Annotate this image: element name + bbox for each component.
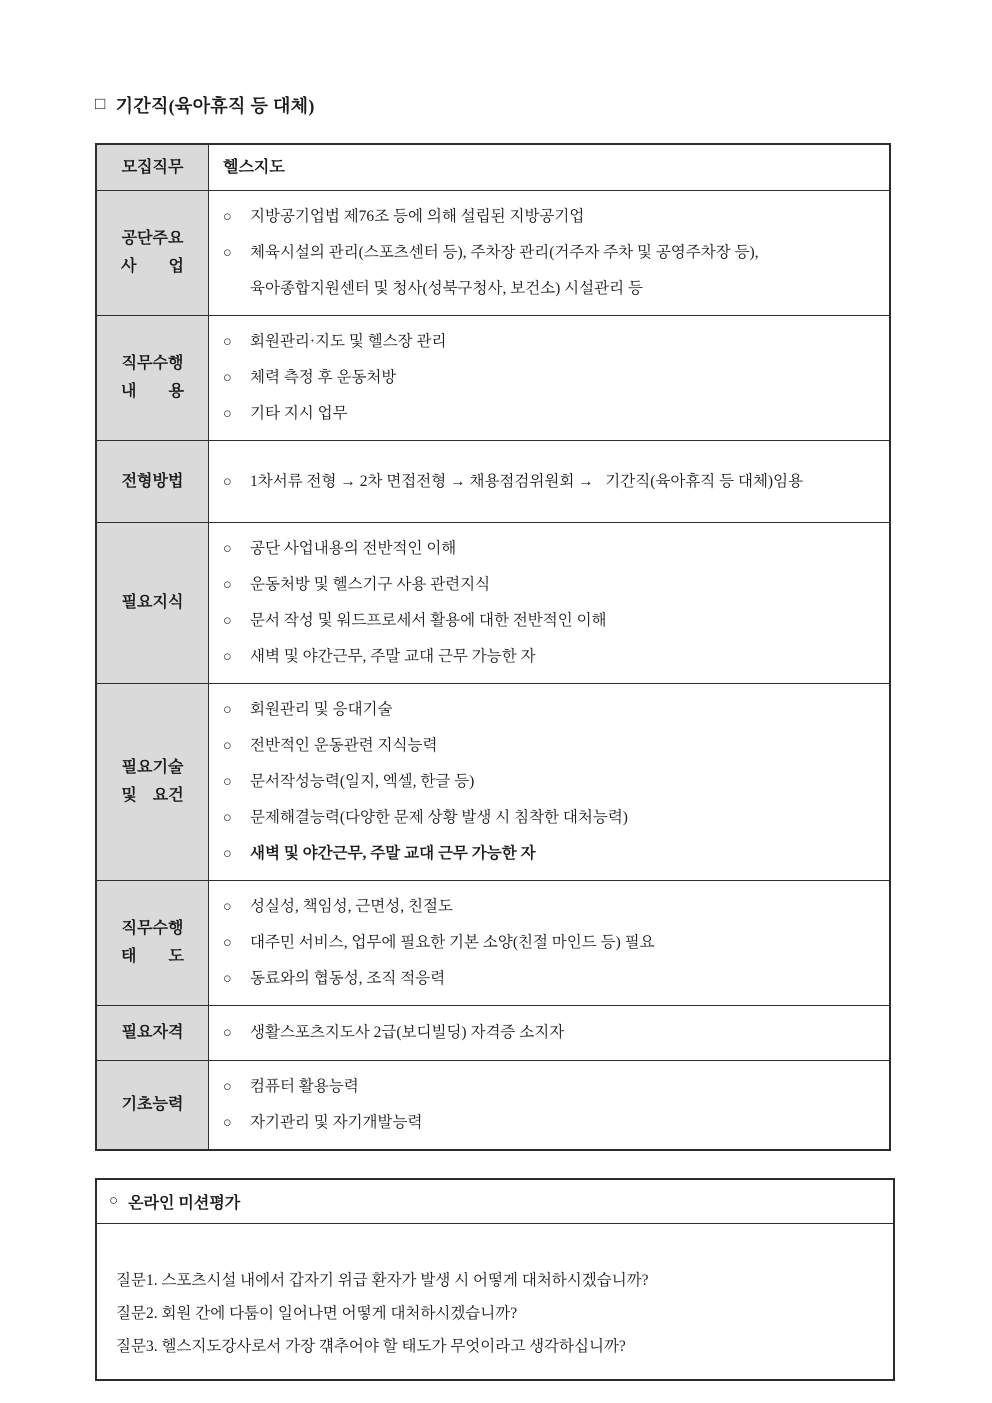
- table-row-required-skills: [97, 683, 889, 880]
- row-header-label: 사 업: [121, 258, 184, 275]
- item-text: 운동처방 및 헬스기구 사용 관련지식: [250, 576, 491, 593]
- question-line-2: 질문2. 회원 간에 다툼이 일어나면 어떻게 대처하시겠습니까?: [116, 1305, 518, 1322]
- row-header-label: 필요기술: [121, 759, 184, 776]
- circle-bullet-icon: ○: [223, 702, 232, 718]
- mission-title: 온라인 미션평가: [128, 1195, 241, 1212]
- row-content: [209, 881, 889, 1005]
- row-header: [97, 441, 209, 522]
- page-title: [95, 92, 895, 118]
- item-text: 전반적인 운동관련 지식능력: [250, 737, 438, 754]
- item-text: 생활스포츠지도사 2급(보디빌딩) 자격증 소지자: [250, 1024, 565, 1041]
- item-text: 문서작성능력(일지, 엑셀, 한글 등): [250, 773, 475, 790]
- circle-bullet-icon: ○: [223, 935, 232, 951]
- item-text: 컴퓨터 활용능력: [250, 1078, 359, 1095]
- item-text: 체육시설의 관리(스포츠센터 등), 주차장 관리(거주자 주차 및 공영주차장 등), 육아종합지원센터 및 청사(성북구청사, 보건소) 시설관리 등: [250, 244, 759, 297]
- row-content: [209, 191, 889, 315]
- item-text: 1차서류 전형 → 2차 면접전형 → 채용점검위원회 → 기간직(육아휴직 등 대체)임용: [250, 472, 804, 490]
- item-text: 새벽 및 야간근무, 주말 교대 근무 가능한 자: [250, 845, 536, 862]
- table-row-job-attitude: [97, 880, 889, 1005]
- row-header-label: 공단주요: [121, 230, 184, 247]
- row-header: [97, 523, 209, 683]
- table-row-main-business: [97, 190, 889, 315]
- circle-bullet-icon: ○: [223, 245, 232, 261]
- bullet-item: [223, 728, 877, 764]
- job-description-table: [95, 143, 891, 1151]
- row-header-label: 태 도: [121, 948, 184, 965]
- bullet-item: [223, 464, 877, 500]
- circle-bullet-icon: ○: [223, 738, 232, 754]
- circle-bullet-icon: ○: [223, 473, 232, 490]
- row-content: [209, 316, 889, 440]
- document-page: [95, 92, 895, 1381]
- circle-bullet-icon: ○: [223, 406, 232, 422]
- circle-bullet-icon: ○: [109, 1193, 119, 1209]
- bullet-item: [223, 692, 877, 728]
- item-text: 성실성, 책임성, 근면성, 친절도: [250, 898, 453, 915]
- table-row-job-duties: [97, 315, 889, 440]
- item-text: 공단 사업내용의 전반적인 이해: [250, 540, 457, 557]
- row-header-label: 직무수행: [121, 355, 184, 372]
- bullet-item: [223, 889, 877, 925]
- item-text: 대주민 서비스, 업무에 필요한 기본 소양(친절 마인드 등) 필요: [250, 934, 655, 951]
- bullet-item: [223, 199, 877, 235]
- circle-bullet-icon: ○: [223, 971, 232, 987]
- bullet-item: [223, 235, 877, 307]
- circle-bullet-icon: ○: [223, 334, 232, 350]
- circle-bullet-icon: ○: [223, 577, 232, 593]
- row-header: [97, 881, 209, 1005]
- position-value: 헬스지도: [223, 158, 285, 176]
- row-header-label: 필요지식: [121, 594, 184, 611]
- circle-bullet-icon: ○: [223, 541, 232, 557]
- row-content: [209, 1061, 889, 1149]
- circle-bullet-icon: ○: [223, 774, 232, 790]
- item-text: 회원관리 및 응대기술: [250, 701, 393, 718]
- mission-box-header: [97, 1180, 893, 1224]
- row-content: [209, 523, 889, 683]
- bullet-item: [223, 396, 877, 432]
- row-content: [209, 1006, 889, 1060]
- question-line-3: 질문3. 헬스지도강사로서 가장 걖추어야 할 태도가 무엇이라고 생각하십니까?: [116, 1338, 626, 1355]
- bullet-item: [223, 324, 877, 360]
- row-content: [209, 684, 889, 880]
- row-header: [97, 316, 209, 440]
- question-line-1: 질문1. 스포츠시설 내에서 갑자기 위급 환자가 발생 시 어떻게 대처하시겠습니까?: [116, 1272, 649, 1289]
- circle-bullet-icon: ○: [223, 810, 232, 826]
- item-text: 문제해결능력(다양한 문제 상황 발생 시 침착한 대처능력): [250, 809, 628, 826]
- item-text: 새벽 및 야간근무, 주말 교대 근무 가능한 자: [250, 648, 536, 665]
- bullet-item: [223, 764, 877, 800]
- circle-bullet-icon: ○: [223, 899, 232, 915]
- bullet-item: [223, 800, 877, 836]
- row-header-label: 및 요건: [121, 787, 184, 804]
- item-text: 문서 작성 및 워드프로세서 활용에 대한 전반적인 이해: [250, 612, 607, 629]
- bullet-item: [223, 531, 877, 567]
- table-row-required-knowledge: [97, 522, 889, 683]
- item-text: 회원관리·지도 및 헬스장 관리: [250, 333, 447, 350]
- bullet-item: [223, 360, 877, 396]
- row-content: [209, 145, 889, 190]
- circle-bullet-icon: ○: [223, 370, 232, 386]
- online-mission-box: [95, 1178, 895, 1381]
- mission-box-body: [97, 1224, 893, 1379]
- row-header-label: 직무수행: [121, 920, 184, 937]
- row-header: [97, 1061, 209, 1149]
- row-header: [97, 1006, 209, 1060]
- page-title-text: 기간직(육아휴직 등 대체): [115, 96, 315, 116]
- circle-bullet-icon: ○: [223, 613, 232, 629]
- row-header-label: 모집직무: [121, 158, 184, 176]
- table-row-selection-method: [97, 440, 889, 522]
- bullet-item: [223, 1069, 877, 1105]
- row-header: [97, 191, 209, 315]
- circle-bullet-icon: ○: [223, 209, 232, 225]
- circle-bullet-icon: ○: [223, 1025, 232, 1041]
- bullet-item-emphasized: [223, 836, 877, 872]
- item-text: 동료와의 협동성, 조직 적응력: [250, 970, 446, 987]
- checkbox-square-icon: □: [95, 94, 106, 113]
- row-content: [209, 441, 889, 522]
- circle-bullet-icon: ○: [223, 846, 232, 862]
- table-row-basic-ability: [97, 1060, 889, 1149]
- item-text: 자기관리 및 자기개발능력: [250, 1114, 423, 1131]
- circle-bullet-icon: ○: [223, 1079, 232, 1095]
- row-header-label: 전형방법: [121, 472, 184, 490]
- row-header: [97, 684, 209, 880]
- bullet-item: [223, 639, 877, 675]
- row-header: [97, 145, 209, 190]
- bullet-item: [223, 567, 877, 603]
- bullet-item: [223, 1105, 877, 1141]
- bullet-item: [223, 961, 877, 997]
- bullet-item: [223, 1015, 877, 1051]
- bullet-item: [223, 925, 877, 961]
- item-text: 기타 지시 업무: [250, 405, 348, 422]
- item-text: 체력 측정 후 운동처방: [250, 369, 397, 386]
- bullet-item: [223, 603, 877, 639]
- table-row-recruit-position: [97, 145, 889, 190]
- circle-bullet-icon: ○: [223, 1115, 232, 1131]
- row-header-label: 기초능력: [121, 1096, 184, 1113]
- row-header-label: 내 용: [121, 383, 184, 400]
- row-header-label: 필요자격: [121, 1024, 184, 1041]
- item-text: 지방공기업법 제76조 등에 의해 설립된 지방공기업: [250, 208, 585, 225]
- circle-bullet-icon: ○: [223, 649, 232, 665]
- table-row-required-certificate: [97, 1005, 889, 1060]
